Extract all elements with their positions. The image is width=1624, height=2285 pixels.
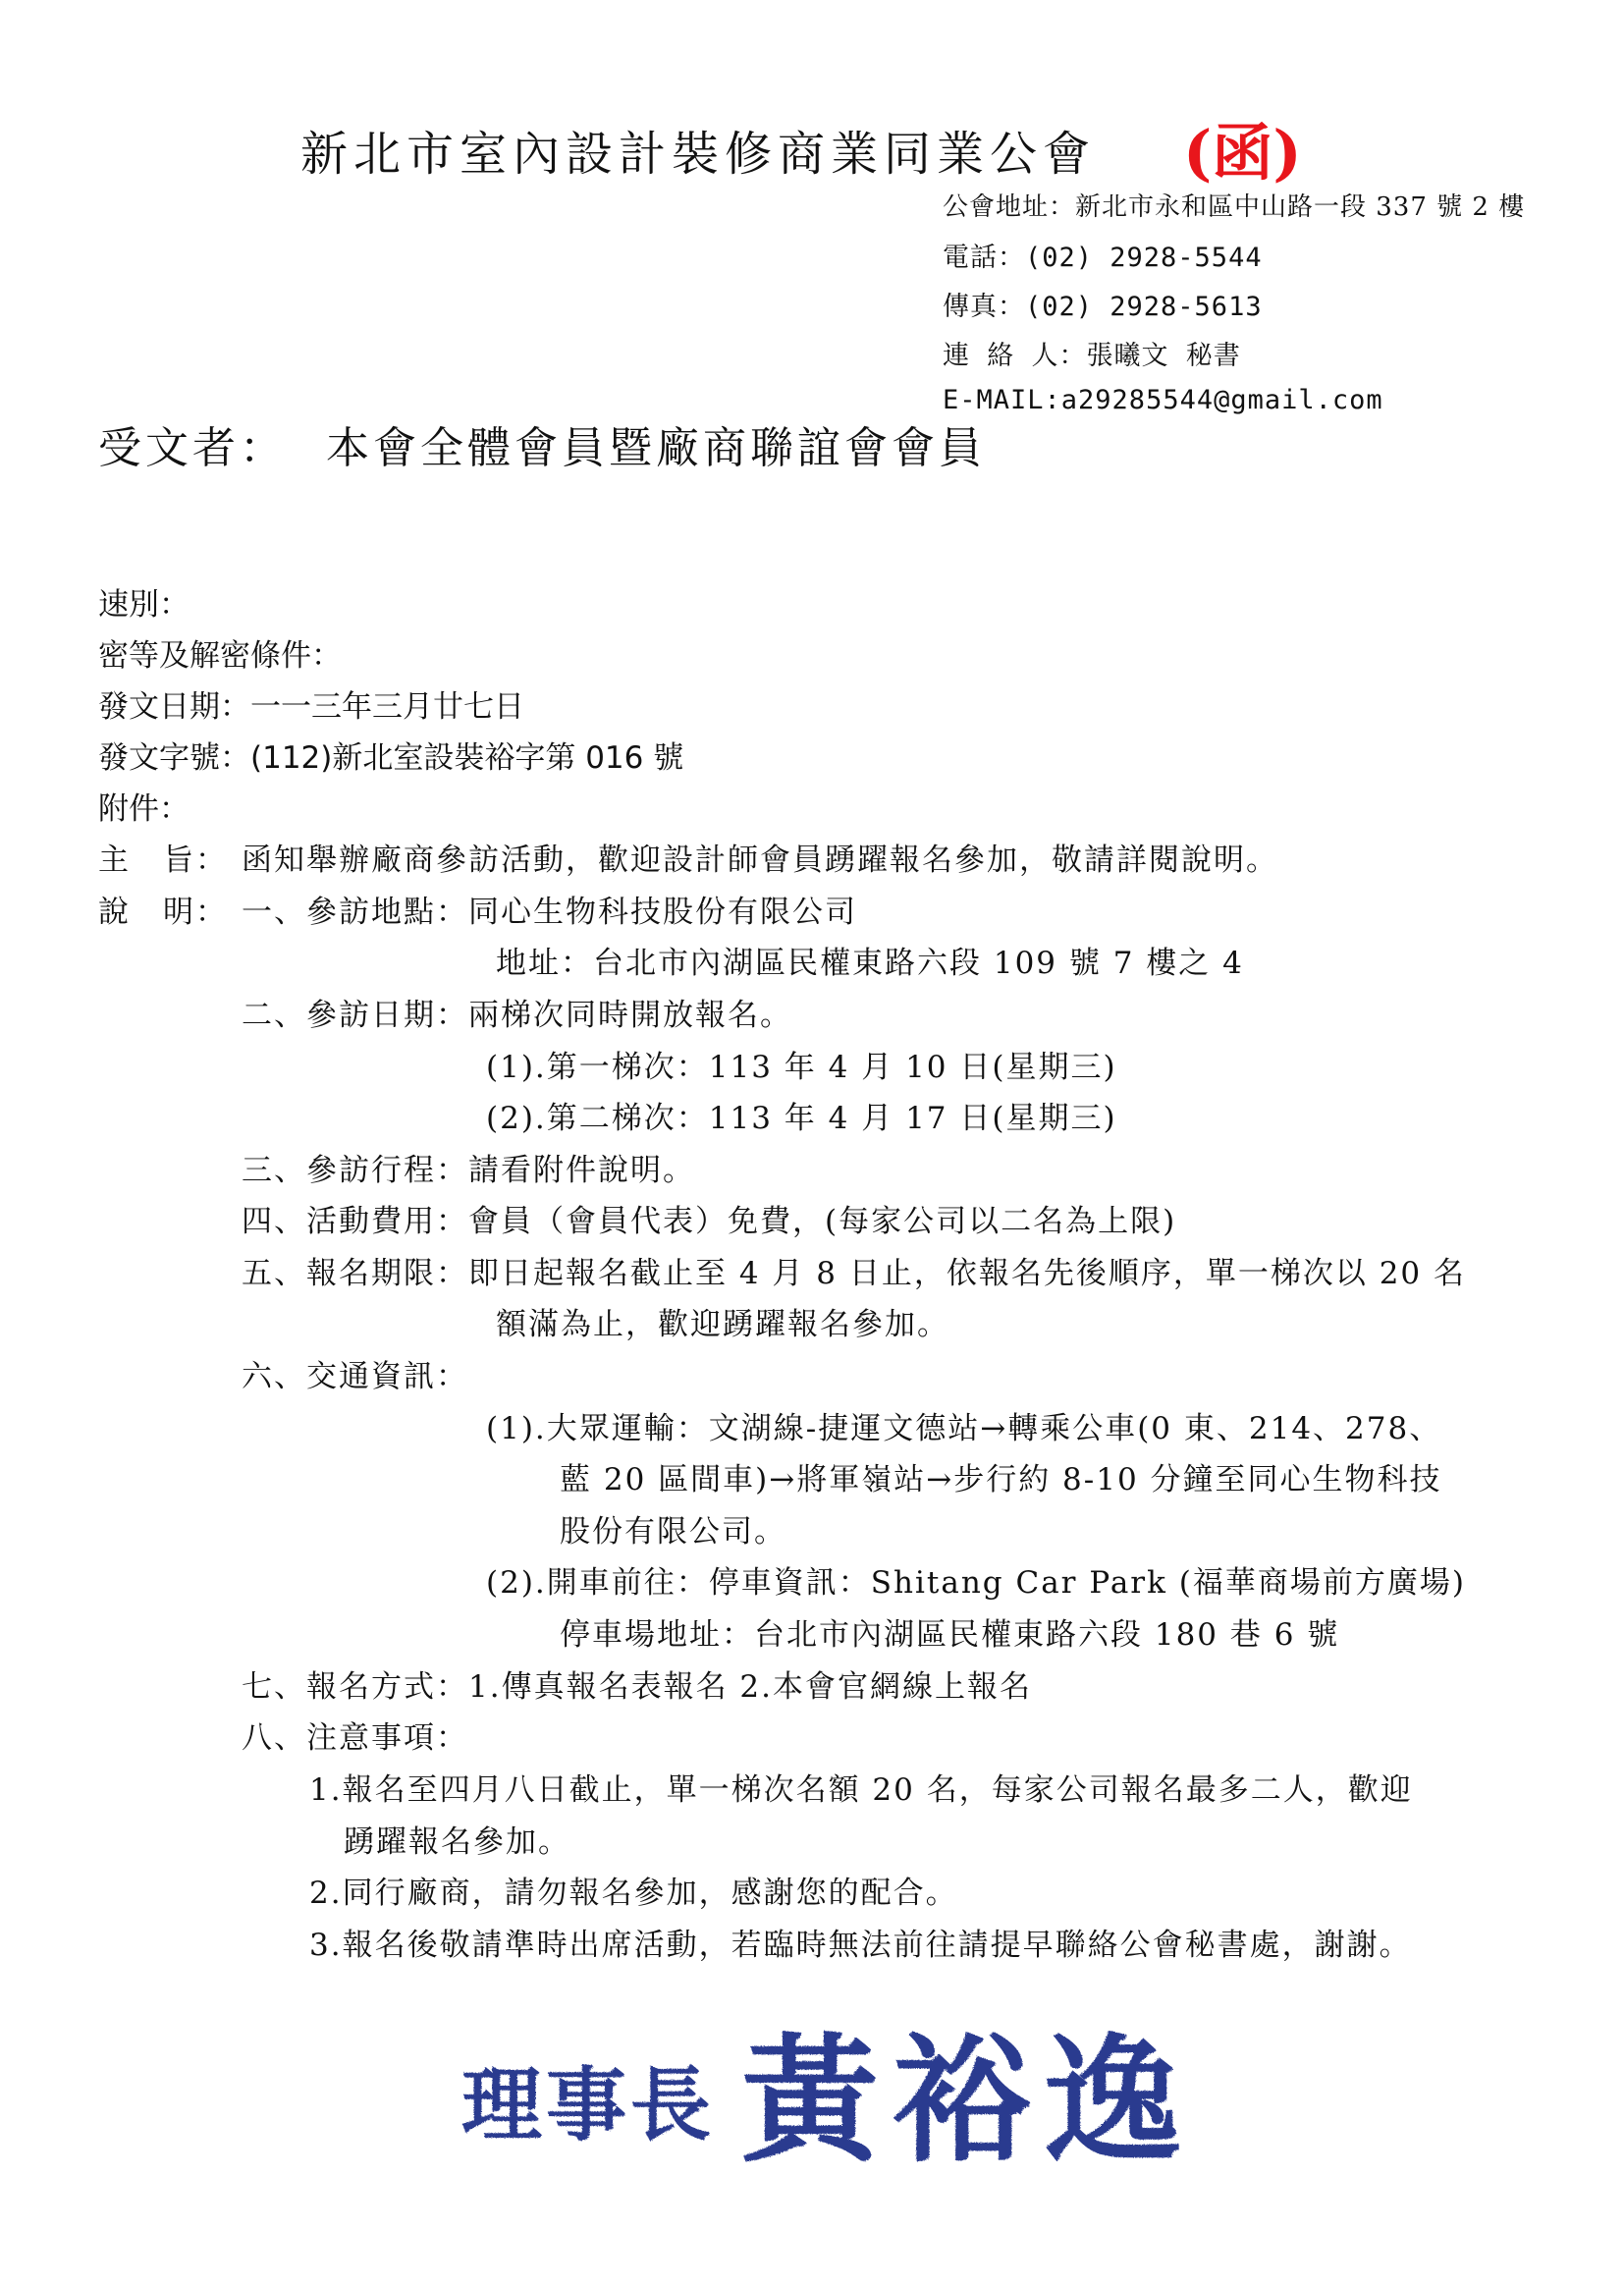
explanation-line: 藍 20 區間車)→將軍嶺站→步行約 8-10 分鐘至同心生物科技 [560,1462,1442,1497]
explanation-line: 八、注意事項： [242,1720,468,1756]
explanation-line: 六、交通資訊： [242,1359,468,1394]
secrecy-field: 密等及解密條件： [98,638,342,674]
explanation-line: 七、報名方式：1.傳真報名表報名 2.本會官網線上報名 [242,1669,1033,1705]
document-number: 發文字號：(112)新北室設裝裕字第 016 號 [98,740,684,776]
explanation-line: 額滿為止，歡迎踴躍報名參加。 [496,1307,949,1342]
document-type-label: (函) [1183,117,1302,189]
signature-title: 理事長 [461,2058,716,2152]
explanation-line: 1.報名至四月八日截止，單一梯次名額 20 名，每家公司報名最多二人，歡迎 [309,1772,1413,1808]
email-address: E-MAIL:a29285544@gmail.com [943,385,1383,415]
explanation-line: 三、參訪行程：請看附件說明。 [242,1153,695,1188]
explanation-line: 2.同行廠商，請勿報名參加，感謝您的配合。 [309,1876,958,1911]
explanation-line: 停車場地址：台北市內湖區民權東路六段 180 巷 6 號 [560,1617,1340,1653]
fax-number: 傳真：(02) 2928-5613 [943,292,1263,322]
explanation-line: 股份有限公司。 [560,1514,786,1550]
explanation-line: 3.報名後敬請準時出席活動，若臨時無法前往請提早聯絡公會秘書處，謝謝。 [309,1928,1412,1963]
recipient-value: 本會全體會員暨廠商聯誼會會員 [326,423,986,473]
issue-date: 發文日期：一一三年三月廿七日 [98,689,524,725]
explanation-line: (2).開車前往：停車資訊：Shitang Car Park (福華商場前方廣場) [486,1565,1466,1601]
explanation-line: 五、報名期限：即日起報名截止至 4 月 8 日止，依報名先後順序，單一梯次以 20 名 [242,1256,1467,1291]
speed-field: 速別： [98,587,189,623]
contact-person: 連 絡 人：張曦文 秘書 [943,341,1241,371]
explanation-line: 踴躍報名參加。 [344,1824,570,1860]
attachment-field: 附件： [98,791,189,827]
recipient-label: 受文者： [98,423,287,473]
subject-label: 主 旨： [98,843,228,878]
signature-name: 黃裕逸 [741,2023,1196,2170]
signature-stamp [461,2023,1345,2170]
organization-name: 新北市室內設計裝修商業同業公會 [300,127,1097,182]
phone-number: 電話：(02) 2928-5544 [943,243,1263,273]
explanation-line: 地址：台北市內湖區民權東路六段 109 號 7 樓之 4 [496,946,1244,981]
subject-text: 函知舉辦廠商參訪活動，歡迎設計師會員踴躍報名參加，敬請詳閱說明。 [242,843,1278,878]
explanation-line: 二、參訪日期：兩梯次同時開放報名。 [242,998,792,1033]
chairman-signature [461,2023,1345,2170]
explanation-line: 一、參訪地點：同心生物科技股份有限公司 [242,895,857,930]
explanation-line: (1).第一梯次：113 年 4 月 10 日(星期三) [486,1050,1117,1085]
association-address: 公會地址：新北市永和區中山路一段 337 號 2 樓 [943,192,1526,222]
explanation-label: 說 明： [98,895,228,930]
explanation-line: (1).大眾運輸：文湖線-捷運文德站→轉乘公車(0 東、214、278、 [486,1411,1442,1446]
explanation-line: 四、活動費用：會員（會員代表）免費，(每家公司以二名為上限) [242,1204,1177,1239]
recipient-line [98,412,986,475]
explanation-line: (2).第二梯次：113 年 4 月 17 日(星期三) [486,1101,1117,1136]
